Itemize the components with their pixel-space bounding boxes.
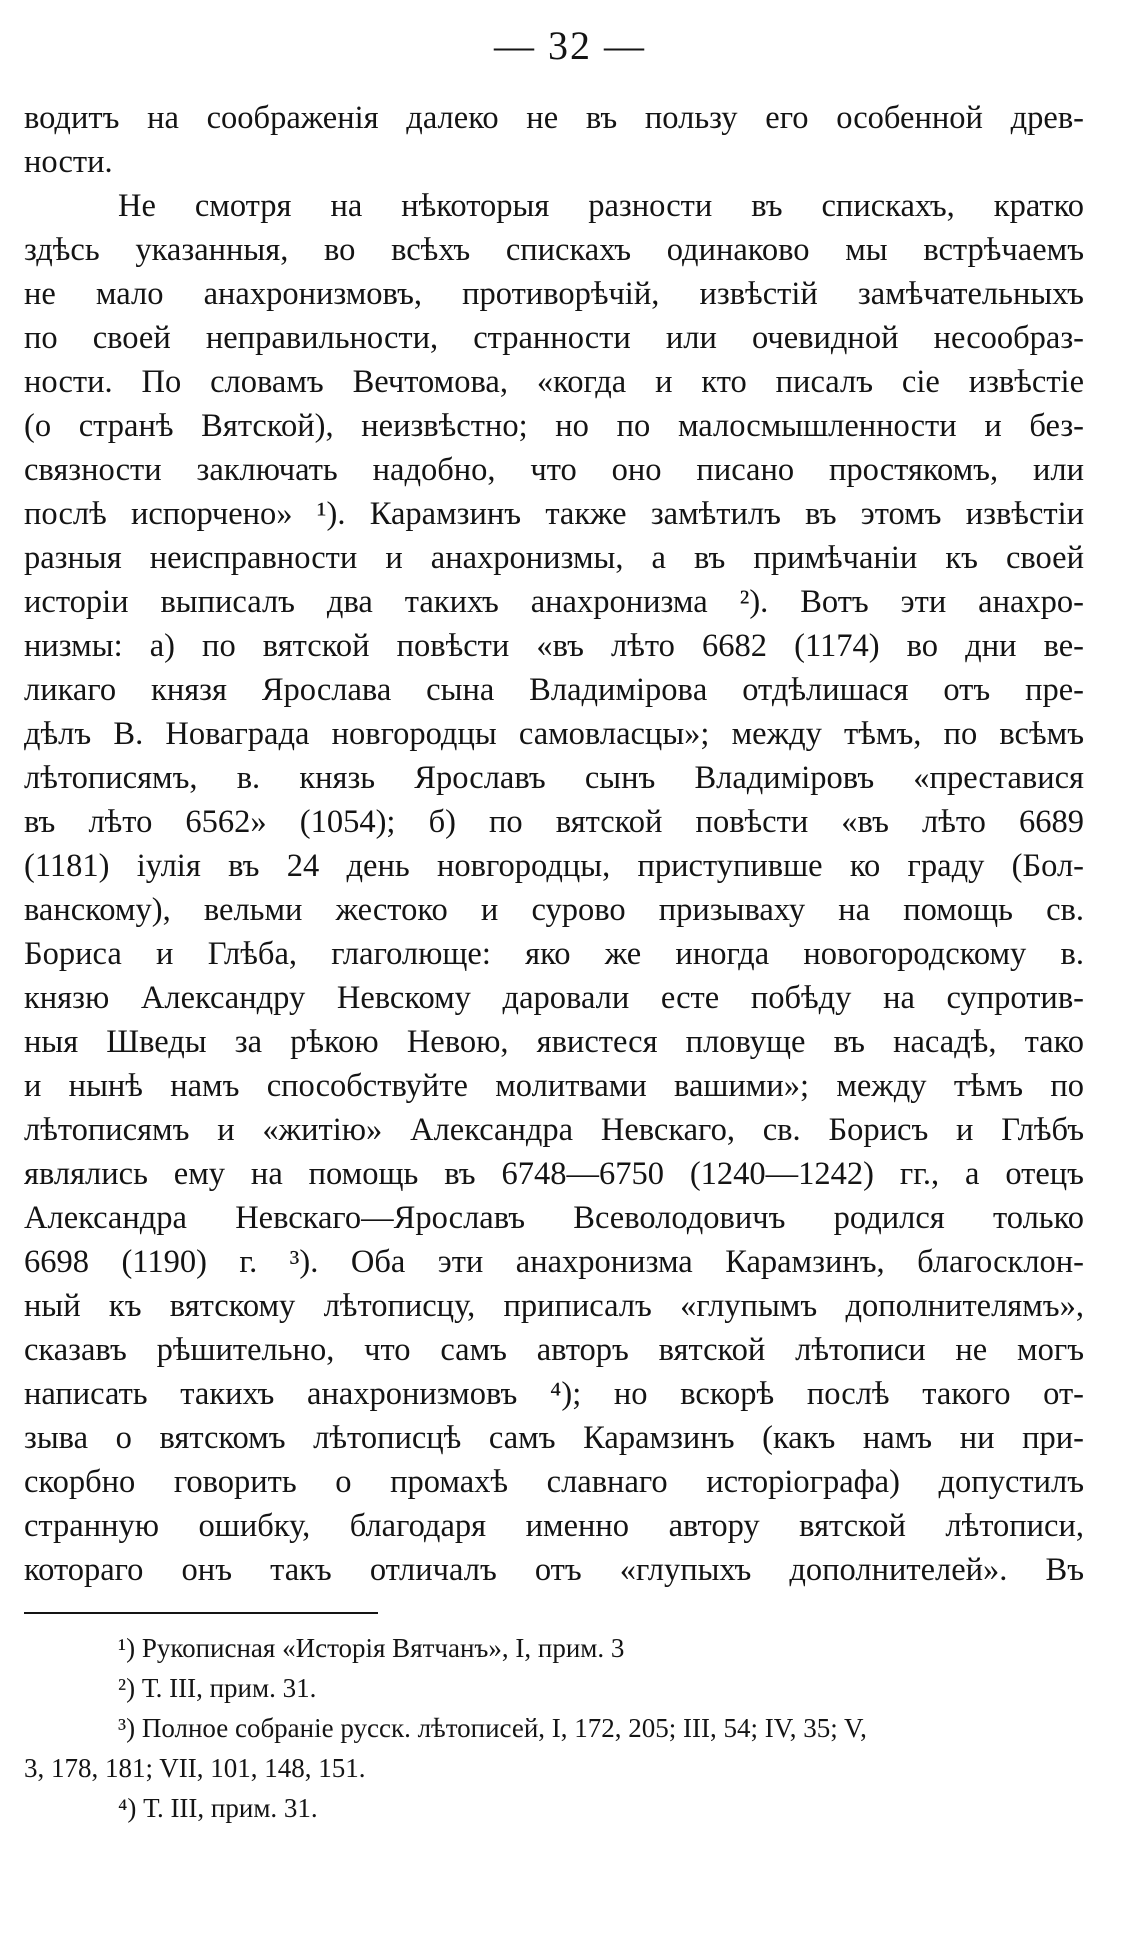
text-line-4: здѣсь указанныя, во всѣхъ спискахъ одинаково мы встрѣчаемъ [24,232,1084,268]
text-line-19: ванскому), вельми жестоко и сурово призываху на помощь св. [24,892,1084,928]
text-line-5: не мало анахронизмовъ, противорѣчій, извѣстій замѣчательныхъ [24,276,1084,312]
text-line-13: низмы: а) по вятской повѣсти «въ лѣто 6682 (1174) во дни ве- [24,628,1084,664]
text-line-22: ныя Шведы за рѣкою Невою, явистеся пловуще въ насадѣ, тако [24,1024,1084,1060]
text-line-15: дѣлъ В. Новаграда новгородцы самовласцы»; между тѣмъ, по всѣмъ [24,716,1084,752]
footnote-4: ⁴) Т. III, прим. 31. [118,1793,318,1823]
text-line-20: Бориса и Глѣба, глаголюще: яко же иногда новогородскому в. [24,936,1084,972]
text-line-24: лѣтописямъ и «житію» Александра Невскаго, св. Борисъ и Глѣбъ [24,1112,1084,1148]
text-line-9: связности заключать надобно, что оно писано простякомъ, или [24,452,1084,488]
text-line-11: разныя неисправности и анахронизмы, а въ примѣчаніи къ своей [24,540,1084,576]
text-line-34: котораго онъ такъ отличалъ отъ «глупыхъ дополнителей». Въ [24,1552,1084,1588]
text-line-23: и нынѣ намъ способствуйте молитвами вашими»; между тѣмъ по [24,1068,1084,1104]
footnote-2: ²) Т. III, прим. 31. [118,1673,317,1703]
text-line-2: ности. [24,144,113,180]
text-line-1: водитъ на соображенія далеко не въ пользу его особенной древ- [24,100,1084,136]
page-number: — 32 — [494,23,646,68]
text-line-8: (о странѣ Вятской), неизвѣстно; но по малосмышленности и без- [24,408,1084,444]
text-line-27: 6698 (1190) г. ³). Оба эти анахронизма Карамзинъ, благосклон- [24,1244,1084,1280]
footnote-divider [24,1612,378,1614]
text-line-29: сказавъ рѣшительно, что самъ авторъ вятской лѣтописи не могъ [24,1332,1084,1368]
text-line-21: князю Александру Невскому даровали есте побѣду на супротив- [24,980,1084,1016]
text-line-31: зыва о вятскомъ лѣтописцѣ самъ Карамзинъ (какъ намъ ни при- [24,1420,1084,1456]
footnote-1: ¹) Рукописная «Исторія Вятчанъ», I, прим. 3 [118,1633,625,1663]
text-line-10: послѣ испорчено» ¹). Карамзинъ также замѣтилъ въ этомъ извѣстіи [24,496,1084,532]
footnote-3-continued: 3, 178, 181; VII, 101, 148, 151. [24,1753,366,1783]
text-line-25: являлись ему на помощь въ 6748—6750 (1240—1242) гг., а отецъ [24,1156,1084,1192]
text-line-12: исторіи выписалъ два такихъ анахронизма ²). Вотъ эти анахро- [24,584,1084,620]
text-line-17: въ лѣто 6562» (1054); б) по вятской повѣсти «въ лѣто 6689 [24,804,1084,840]
text-line-7: ности. По словамъ Вечтомова, «когда и кто писалъ сіе извѣстіе [24,364,1084,400]
text-line-18: (1181) іулія въ 24 день новгородцы, приступивше ко граду (Бол- [24,848,1084,884]
text-line-14: ликаго князя Ярослава сына Владиміровa отдѣлишася отъ пре- [24,672,1084,708]
main-text [24,96,1084,1592]
footnotes [24,1628,1084,1828]
text-line-6: по своей неправильности, странности или очевидной несообраз- [24,320,1084,356]
text-line-33: странную ошибку, благодаря именно автору вятской лѣтописи, [24,1508,1084,1544]
text-line-28: ный къ вятскому лѣтописцу, приписалъ «глупымъ дополнителямъ», [24,1288,1084,1324]
text-line-16: лѣтописямъ, в. князь Ярославъ сынъ Владиміровъ «преставися [24,760,1084,796]
text-line-3: Не смотря на нѣкоторыя разности въ спискахъ, кратко [118,188,1084,224]
text-line-26: Александра Невскаго—Ярославъ Всеволодовичъ родился только [24,1200,1084,1236]
footnote-3: ³) Полное собраніе русск. лѣтописей, I, 172, 205; III, 54; IV, 35; V, [118,1713,867,1743]
text-line-30: написать такихъ анахронизмовъ ⁴); но вскорѣ послѣ такого от- [24,1376,1084,1412]
text-line-32: скорбно говорить о промахѣ славнаго исторіографа) допустилъ [24,1464,1084,1500]
